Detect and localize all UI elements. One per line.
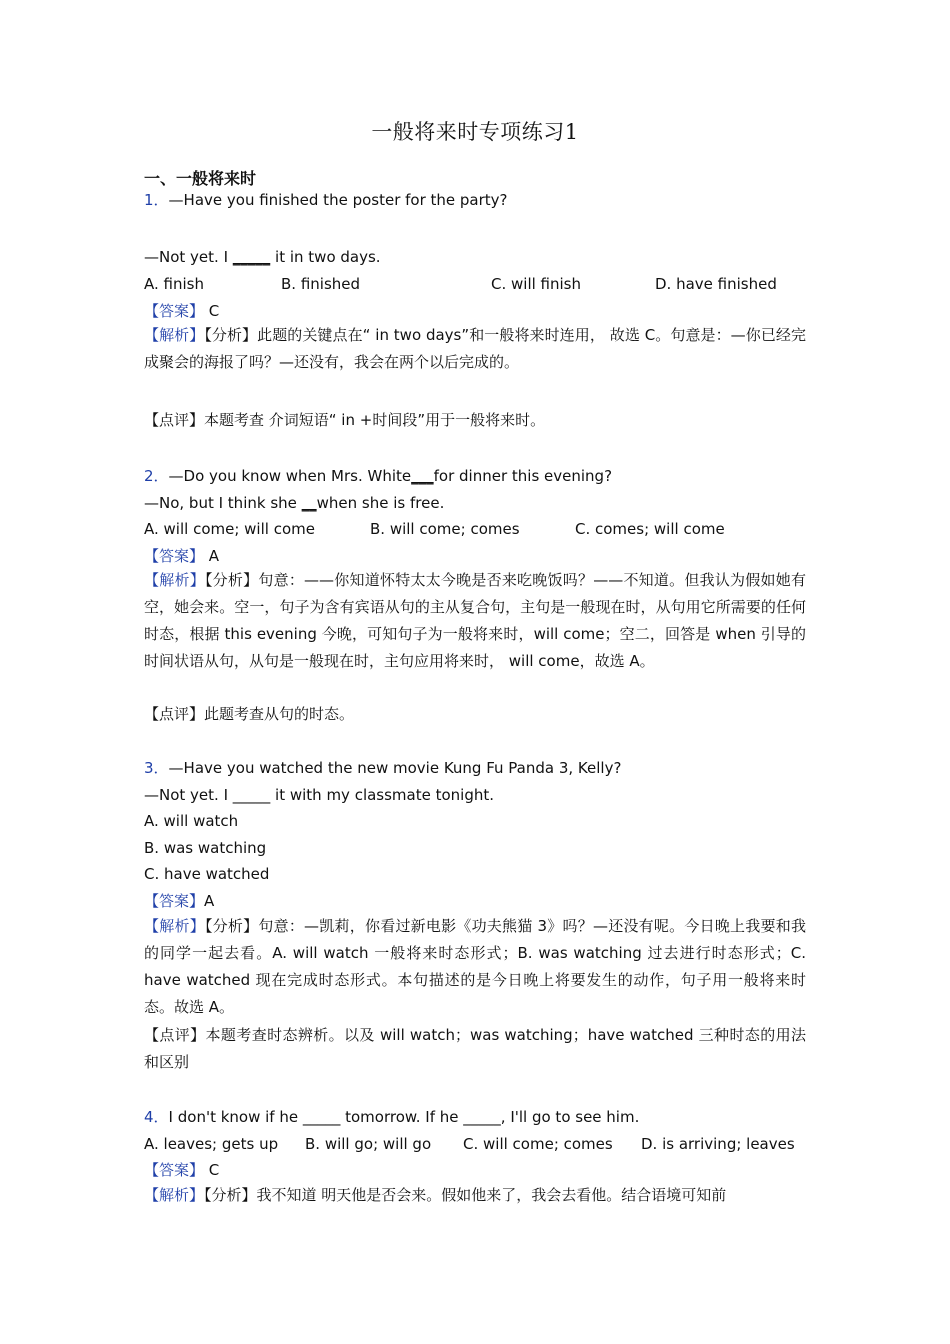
q3-number: 3．	[144, 759, 169, 777]
q4-option-a: A. leaves; gets up	[144, 1135, 279, 1153]
q2-line2-pre: —No, but I think she	[144, 494, 302, 512]
q1-analysis-tag: 【解析】	[144, 326, 205, 344]
q3-stem	[144, 758, 621, 778]
q2-comment: 【点评】此题考查从句的时态。	[144, 705, 355, 723]
q3-option-a: A. will watch	[144, 812, 239, 830]
q1-number: 1．	[144, 191, 169, 209]
q1-line1: —Have you finished the poster for the party?	[168, 191, 508, 209]
q4-analysis-tag: 【解析】	[144, 1186, 205, 1204]
q4-analysis-text: 【分析】我不知道 明天他是否会来。假如他来了，我会去看他。结合语境可知前	[204, 1186, 727, 1204]
q2-option-a: A. will come; will come	[144, 520, 315, 538]
q2-analysis	[144, 567, 806, 675]
q1-option-d: D. have finished	[655, 275, 777, 293]
q1-analysis	[144, 322, 806, 376]
q4-analysis	[144, 1182, 806, 1209]
q1-option-c: C. will finish	[491, 275, 581, 293]
q4-option-c: C. will come; comes	[463, 1135, 613, 1153]
q1-comment: 【点评】本题考查 介词短语“ in +时间段”用于一般将来时。	[144, 411, 546, 429]
q2-option-c: C. comes; will come	[575, 520, 725, 538]
q2-stem	[144, 466, 612, 486]
q1-analysis-text: 【分析】此题的关键点在“ in two days”和一般将来时连用， 故选 C。句意是：—你已经完成聚会的海报了吗？—还没有，我会在两个以后完成的。	[144, 326, 806, 371]
q2-number: 2．	[144, 467, 169, 485]
q2-line1-post: for dinner this evening?	[433, 467, 613, 485]
q3-analysis-tag: 【解析】	[144, 917, 205, 935]
q2-blank-2: __	[301, 494, 317, 512]
q1-option-a: A. finish	[144, 275, 204, 293]
q1-line2-pre: —Not yet. I	[144, 248, 233, 266]
section-heading: 一、一般将来时	[144, 169, 257, 188]
q2-answer	[144, 546, 219, 566]
q2-analysis-text: 【分析】句意：——你知道怀特太太今晚是否来吃晚饭吗？——不知道。但我认为假如她有空，她会来。空一，句子为含有宾语从句的主从复合句，主句是一般现在时，从句用它所需要的任何时态，根据 this evening 今晚，可知句子为一般将来时，will come；空二，回答是 when 引导的时间状语从句，从句是一般现在时，主句应用将来时， will come，故选 A。	[144, 571, 806, 670]
q1-answer-tag: 【答案】	[144, 302, 205, 320]
q4-answer-tag: 【答案】	[144, 1161, 205, 1179]
q4-answer	[144, 1160, 219, 1180]
q3-analysis-text: 【分析】句意：—凯莉，你看过新电影《功夫熊猫 3》吗？—还没有呢。今日晚上我要和我的同学一起去看。A. will watch 一般将来时态形式；B. was watching 过去进行时态形式；C. have watched 现在完成时态形式。本句描述的是今日晚上将要发生的动作，句子用一般将来时态。故选 A。	[144, 917, 806, 1016]
q3-answer-value: A	[204, 892, 215, 910]
q1-option-b: B. finished	[281, 275, 361, 293]
q2-line1-pre: —Do you know when Mrs. White	[168, 467, 412, 485]
q3-comment: 【点评】本题考查时态辨析。以及 will watch；was watching；have watched 三种时态的用法和区别	[144, 1026, 806, 1071]
q2-line2	[144, 493, 444, 513]
q3-line2: —Not yet. I _____ it with my classmate tonight.	[144, 786, 495, 804]
q1-stem	[144, 190, 508, 210]
q4-option-b: B. will go; will go	[305, 1135, 432, 1153]
q2-option-b: B. will come; comes	[370, 520, 520, 538]
q4-answer-value: C	[208, 1161, 220, 1179]
q2-answer-tag: 【答案】	[144, 547, 205, 565]
q3-option-c: C. have watched	[144, 865, 270, 883]
q2-answer-value: A	[208, 547, 220, 565]
q2-analysis-tag: 【解析】	[144, 571, 205, 589]
q2-line2-post: when she is free.	[316, 494, 445, 512]
q4-number: 4．	[144, 1108, 169, 1126]
q1-answer	[144, 301, 219, 321]
q3-answer-tag: 【答案】	[144, 892, 205, 910]
q1-blank: _____	[232, 248, 271, 266]
q1-line2-post: it in two days.	[270, 248, 381, 266]
q4-stem	[144, 1107, 639, 1127]
q3-line1: —Have you watched the new movie Kung Fu Panda 3, Kelly?	[168, 759, 622, 777]
q2-blank-1: ___	[411, 467, 434, 485]
q1-answer-value: C	[208, 302, 220, 320]
q4-option-d: D. is arriving; leaves	[641, 1135, 795, 1153]
q1-line2	[144, 247, 381, 267]
q3-analysis	[144, 913, 806, 1021]
page-title: 一般将来时专项练习1	[371, 120, 579, 144]
q4-line1: I don't know if he _____ tomorrow. If he _____, I'll go to see him.	[168, 1108, 640, 1126]
q3-option-b: B. was watching	[144, 839, 267, 857]
q3-answer	[144, 891, 214, 911]
